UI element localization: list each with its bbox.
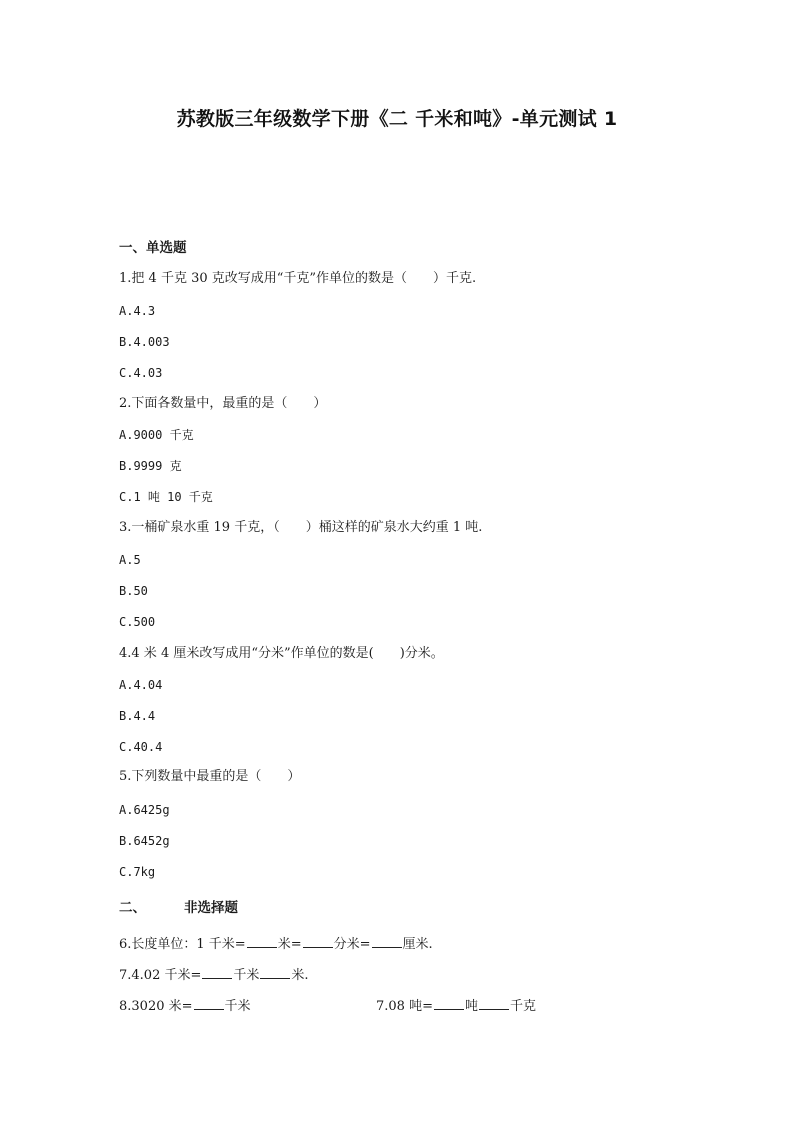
question-4-stem-start: 4.4 米 4 厘米改写成用“分米”作单位的数是( xyxy=(119,646,374,661)
question-5-stem-start: 5.下列数量中最重的是（ xyxy=(119,769,262,784)
q3-option-b: B.50 xyxy=(119,584,148,598)
question-8-left-part-2: 千米 xyxy=(224,999,251,1014)
section-2-label: 非选择题 xyxy=(184,900,238,916)
question-4 xyxy=(119,645,444,663)
question-3-stem-start: 3.一桶矿泉水重 19 千克，（ xyxy=(119,520,280,535)
question-8-right-part-1: 7.08 吨= xyxy=(376,999,433,1014)
question-7-part-2: 千米 xyxy=(233,968,260,983)
question-6 xyxy=(119,935,433,954)
question-6-part-3: 分米= xyxy=(333,937,371,952)
q3-option-c: C.500 xyxy=(119,615,156,629)
answer-blank-8a xyxy=(194,997,224,1010)
q2-option-b: B.9999 克 xyxy=(119,459,182,473)
q2-option-c: C.1 吨 10 千克 xyxy=(119,490,213,504)
question-8-right xyxy=(376,997,536,1016)
question-8-left-part-1: 8.3020 米= xyxy=(119,999,193,1014)
q5-option-a: A.6425g xyxy=(119,803,170,817)
question-3 xyxy=(119,519,482,537)
q5-option-c: C.7kg xyxy=(119,865,156,879)
question-3-stem-end: ）桶这样的矿泉水大约重 1 吨. xyxy=(305,520,483,535)
question-6-part-2: 米= xyxy=(277,937,302,952)
q3-option-a: A.5 xyxy=(119,553,141,567)
question-4-stem-end: )分米。 xyxy=(399,646,444,661)
question-7-part-3: 米. xyxy=(291,968,309,983)
q1-option-b: B.4.003 xyxy=(119,335,170,349)
answer-blank-7a xyxy=(202,966,232,979)
question-5 xyxy=(119,768,300,786)
question-1-stem-start: 1.把 4 千克 30 克改写成用“千克”作单位的数是（ xyxy=(119,271,408,286)
section-heading-non-choice xyxy=(119,899,238,917)
question-8-right-part-3: 千克 xyxy=(510,999,537,1014)
question-2-stem-end: ） xyxy=(313,396,327,411)
q4-option-b: B.4.4 xyxy=(119,709,156,723)
question-8-right-part-2: 吨 xyxy=(464,999,478,1014)
answer-blank-6c xyxy=(372,935,402,948)
question-2 xyxy=(119,395,326,413)
question-1-stem-end: ）千克. xyxy=(433,271,477,286)
question-1 xyxy=(119,270,476,288)
answer-blank-6a xyxy=(247,935,277,948)
q1-option-c: C.4.03 xyxy=(119,366,163,380)
q4-option-c: C.40.4 xyxy=(119,740,163,754)
page-title: 苏教版三年级数学下册《二 千米和吨》-单元测试 1 xyxy=(176,108,618,130)
q5-option-b: B.6452g xyxy=(119,834,170,848)
answer-blank-8b xyxy=(434,997,464,1010)
q2-option-a: A.9000 千克 xyxy=(119,428,194,442)
question-7-part-1: 7.4.02 千米= xyxy=(119,968,202,983)
section-2-number: 二、 xyxy=(119,900,146,916)
question-7 xyxy=(119,966,309,985)
q4-option-a: A.4.04 xyxy=(119,678,163,692)
answer-blank-6b xyxy=(303,935,333,948)
question-5-stem-end: ） xyxy=(287,769,301,784)
question-6-part-1: 6.长度单位：1 千米= xyxy=(119,937,246,952)
section-heading-single-choice: 一、单选题 xyxy=(119,240,187,256)
question-6-part-4: 厘米. xyxy=(402,937,433,952)
answer-blank-8c xyxy=(479,997,509,1010)
question-2-stem-start: 2.下面各数量中，最重的是（ xyxy=(119,396,288,411)
q1-option-a: A.4.3 xyxy=(119,304,156,318)
answer-blank-7b xyxy=(260,966,290,979)
question-8-left xyxy=(119,997,251,1016)
